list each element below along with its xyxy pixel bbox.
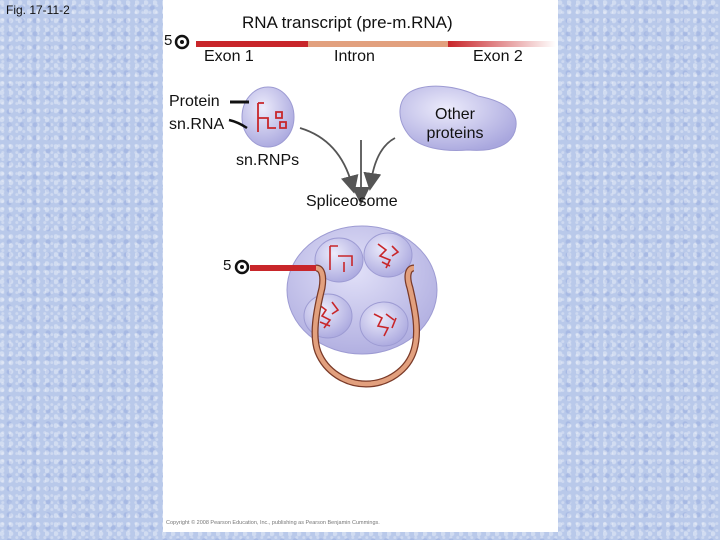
spliceosome-label: Spliceosome xyxy=(306,193,398,210)
five-prime-label-bottom: 5 xyxy=(223,257,232,274)
arrow-other-proteins xyxy=(371,138,395,182)
exon2-segment xyxy=(448,41,556,47)
protein-label: Protein xyxy=(169,93,220,110)
snrna-label: sn.RNA xyxy=(169,116,225,133)
exon1-label: Exon 1 xyxy=(204,48,254,65)
exon2-label: Exon 2 xyxy=(473,48,523,65)
five-prime-label-top: 5 xyxy=(164,32,173,49)
intron-segment xyxy=(308,41,448,47)
spliceosome-snrnp-4 xyxy=(360,302,408,346)
other-proteins-line1: Other xyxy=(434,106,476,123)
snrnps-label: sn.RNPs xyxy=(236,152,300,169)
transcript-title: RNA transcript (pre-m.RNA) xyxy=(242,13,453,32)
five-prime-cap-top xyxy=(176,36,188,48)
spliceosome-snrnp-3 xyxy=(304,294,352,338)
copyright-notice: Copyright © 2008 Pearson Education, Inc., publishing as Pearson Benjamin Cummings. xyxy=(166,520,380,526)
other-proteins-label xyxy=(427,105,484,143)
exon1-segment xyxy=(196,41,308,47)
intron-label: Intron xyxy=(334,48,375,65)
pre-mrna-strand xyxy=(196,41,556,47)
spliceosome-snrnp-2 xyxy=(364,233,412,277)
arrow-snrnps xyxy=(300,128,352,185)
figure-label: Fig. 17-11-2 xyxy=(6,3,70,17)
five-prime-cap-bottom xyxy=(236,261,248,273)
snrnp-left xyxy=(242,87,294,147)
other-proteins-line2: proteins xyxy=(426,125,484,142)
